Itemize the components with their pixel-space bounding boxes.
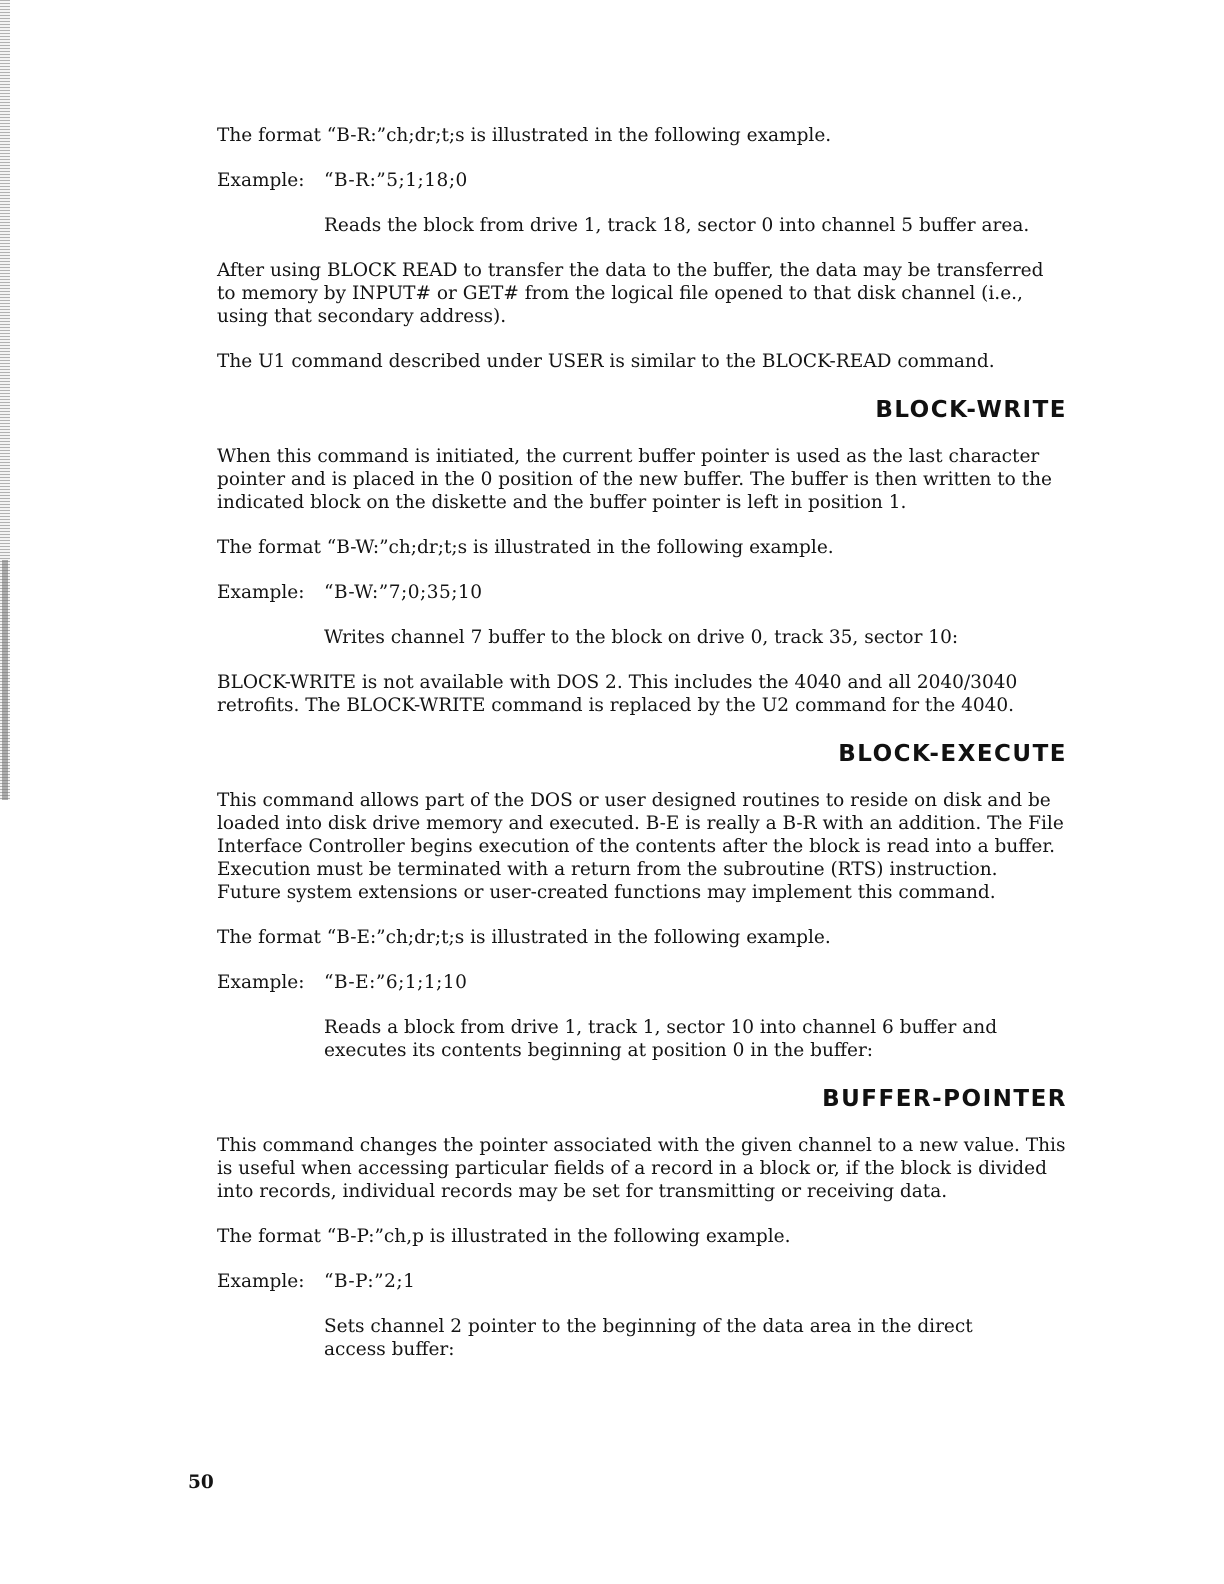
block-read-paragraph: After using BLOCK READ to transfer the data to the buffer, the data may be transferred to memory by INPUT# or GET# from the logical file opened to that disk channel (i.e., using that secondary address). [217,260,1044,327]
block-execute-paragraph: This command allows part of the DOS or user designed routines to reside on disk and be loaded into disk drive memory and executed. B-E is really a B-R with an addition. The File Interface Controller begins execution of the contents after the block is read into a buffer. Execution must be terminated with a return from the subroutine (RTS) instruction. Future system extensions or user-created functions may implement this command. [217,790,1064,903]
block-read-example [217,169,1067,192]
example-code: “B-W:”7;0;35;10 [324,582,483,603]
buffer-pointer-example [217,1270,1067,1293]
block-write-paragraph: When this command is initiated, the current buffer pointer is used as the last character pointer and is placed in the 0 position of the new buffer. The buffer is then written to the indicated block on the diskette and the buffer pointer is left in position 1. [217,446,1052,513]
example-label: Example: [217,1271,305,1292]
example-code: “B-P:”2;1 [324,1271,416,1292]
block-read-u1-note: The U1 command described under USER is similar to the BLOCK-READ command. [217,351,995,372]
block-execute-example [217,971,1067,994]
block-execute-example-description: Reads a block from drive 1, track 1, sector 10 into channel 6 buffer and executes its contents beginning at position 0 in the buffer: [324,1017,998,1061]
buffer-pointer-format-line: The format “B-P:”ch,p is illustrated in the following example. [217,1226,791,1247]
example-code: “B-E:”6;1;1;10 [324,972,468,993]
example-code: “B-R:”5;1;18;0 [324,170,468,191]
page-number: 50 [188,1472,214,1493]
block-execute-heading: BLOCK-EXECUTE [838,741,1067,767]
block-write-format-line: The format “B-W:”ch;dr;t;s is illustrated in the following example. [217,537,834,558]
example-label: Example: [217,170,305,191]
block-write-example [217,581,1067,604]
block-read-format-line: The format “B-R:”ch;dr;t;s is illustrated in the following example. [217,125,832,146]
page-content [217,124,1067,1361]
block-write-heading: BLOCK-WRITE [875,397,1067,423]
block-write-dos2-note: BLOCK-WRITE is not available with DOS 2. This includes the 4040 and all 2040/3040 retrofits. The BLOCK-WRITE command is replaced by the U2 command for the 4040. [217,672,1018,716]
buffer-pointer-heading: BUFFER-POINTER [822,1086,1067,1112]
block-read-example-description: Reads the block from drive 1, track 18, sector 0 into channel 5 buffer area. [324,215,1030,236]
example-label: Example: [217,972,305,993]
block-execute-format-line: The format “B-E:”ch;dr;t;s is illustrated in the following example. [217,927,831,948]
example-label: Example: [217,582,305,603]
scan-binding-edge [0,0,10,800]
buffer-pointer-example-description: Sets channel 2 pointer to the beginning of the data area in the direct access buffer: [324,1316,973,1360]
block-write-example-description: Writes channel 7 buffer to the block on drive 0, track 35, sector 10: [324,627,959,648]
buffer-pointer-paragraph: This command changes the pointer associated with the given channel to a new value. This is useful when accessing particular fields of a record in a block or, if the block is divided into records, individual records may be set for transmitting or receiving data. [217,1135,1066,1202]
